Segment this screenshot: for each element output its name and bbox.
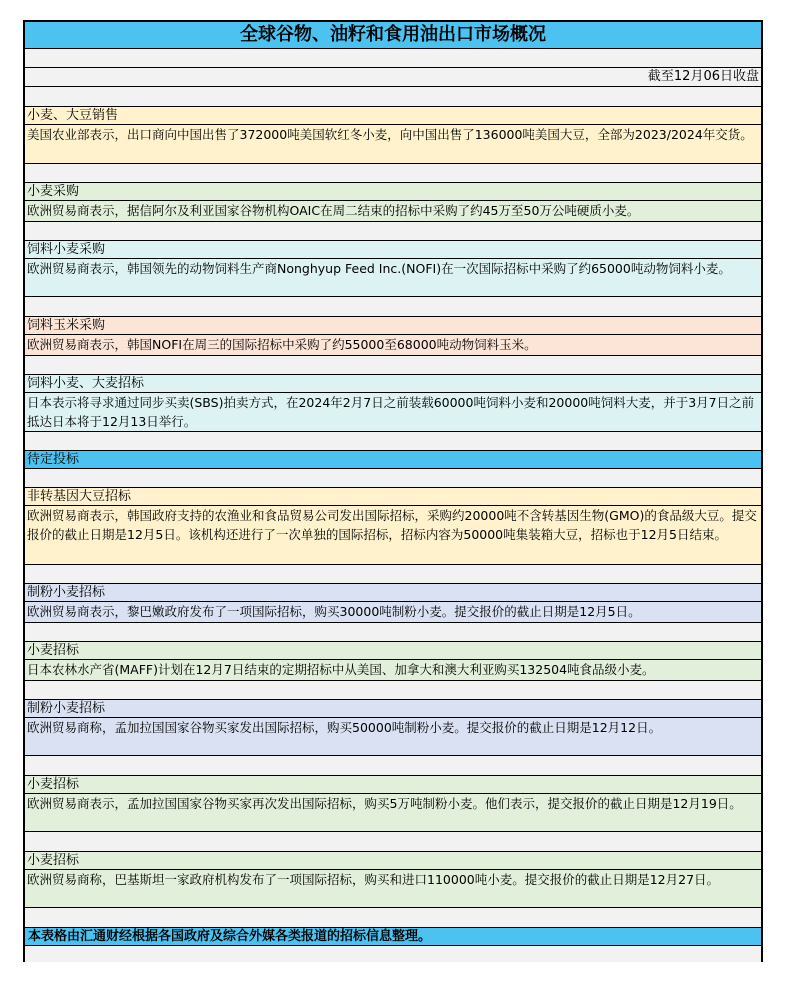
tender-body: 欧洲贸易商称，孟加拉国国家谷物买家发出国际招标，购买50000吨制粉小麦。提交报价的截止日期是12月12日。 [25, 718, 761, 756]
blank-row [25, 469, 761, 488]
blank-row [25, 164, 761, 183]
section-body: 欧洲贸易商表示，据信阿尔及利亚国家谷物机构OAIC在周二结束的招标中采购了约45万至50万公吨硬质小麦。 [25, 201, 761, 222]
section-heading: 小麦、大豆销售 [25, 107, 761, 125]
blank-row [25, 681, 761, 700]
blank-row [25, 832, 761, 852]
blank-row [25, 49, 761, 68]
blank-row [25, 946, 761, 962]
tender-heading: 小麦招标 [25, 852, 761, 870]
tender-heading: 非转基因大豆招标 [25, 488, 761, 506]
tender-body: 欧洲贸易商表示，孟加拉国国家谷物买家再次发出国际招标，购买5万吨制粉小麦。他们表示，提交报价的截止日期是12月19日。 [25, 794, 761, 832]
tender-heading: 小麦招标 [25, 642, 761, 660]
tender-body: 日本农林水产省(MAFF)计划在12月7日结束的定期招标中从美国、加拿大和澳大利亚购买132504吨食品级小麦。 [25, 660, 761, 681]
tender-body: 欧洲贸易商表示，黎巴嫩政府发布了一项国际招标，购买30000吨制粉小麦。提交报价的截止日期是12月5日。 [25, 602, 761, 623]
blank-row [25, 222, 761, 241]
pending-tenders-header: 待定投标 [25, 451, 761, 469]
tender-body: 欧洲贸易商称，巴基斯坦一家政府机构发布了一项国际招标，购买和进口110000吨小麦。提交报价的截止日期是12月27日。 [25, 870, 761, 908]
blank-row [25, 908, 761, 928]
tender-heading: 制粉小麦招标 [25, 584, 761, 602]
blank-row [25, 432, 761, 451]
section-body: 欧洲贸易商表示，韩国领先的动物饲料生产商Nonghyup Feed Inc.(NOFI)在一次国际招标中采购了约65000吨动物饲料小麦。 [25, 259, 761, 297]
blank-row [25, 356, 761, 375]
source-note: 本表格由汇通财经根据各国政府及综合外媒各类报道的招标信息整理。 [25, 928, 761, 946]
section-body: 美国农业部表示，出口商向中国出售了372000吨美国软红冬小麦，向中国出售了136000吨美国大豆，全部为2023/2024年交货。 [25, 125, 761, 164]
section-heading: 小麦采购 [25, 183, 761, 201]
section-heading: 饲料小麦、大麦招标 [25, 375, 761, 393]
section-heading: 饲料小麦采购 [25, 241, 761, 259]
date-note: 截至12月06日收盘 [25, 68, 761, 87]
blank-row [25, 87, 761, 107]
market-overview-table [23, 20, 763, 962]
tender-heading: 小麦招标 [25, 776, 761, 794]
section-body: 欧洲贸易商表示，韩国NOFI在周三的国际招标中采购了约55000至68000吨动物饲料玉米。 [25, 335, 761, 356]
page-title: 全球谷物、油籽和食用油出口市场概况 [25, 22, 761, 49]
blank-row [25, 623, 761, 642]
section-heading: 饲料玉米采购 [25, 317, 761, 335]
section-body: 日本表示将寻求通过同步买卖(SBS)拍卖方式，在2024年2月7日之前装载60000吨饲料小麦和20000吨饲料大麦，并于3月7日之前抵达日本将于12月13日举行。 [25, 393, 761, 432]
tender-body: 欧洲贸易商表示，韩国政府支持的农渔业和食品贸易公司发出国际招标，采购约20000吨不含转基因生物(GMO)的食品级大豆。提交报价的截止日期是12月5日。该机构还进行了一次单独的国际招标，招标内容为50000吨集装箱大豆，招标也于12月5日结束。 [25, 506, 761, 565]
blank-row [25, 297, 761, 317]
tender-heading: 制粉小麦招标 [25, 700, 761, 718]
blank-row [25, 756, 761, 776]
blank-row [25, 565, 761, 584]
